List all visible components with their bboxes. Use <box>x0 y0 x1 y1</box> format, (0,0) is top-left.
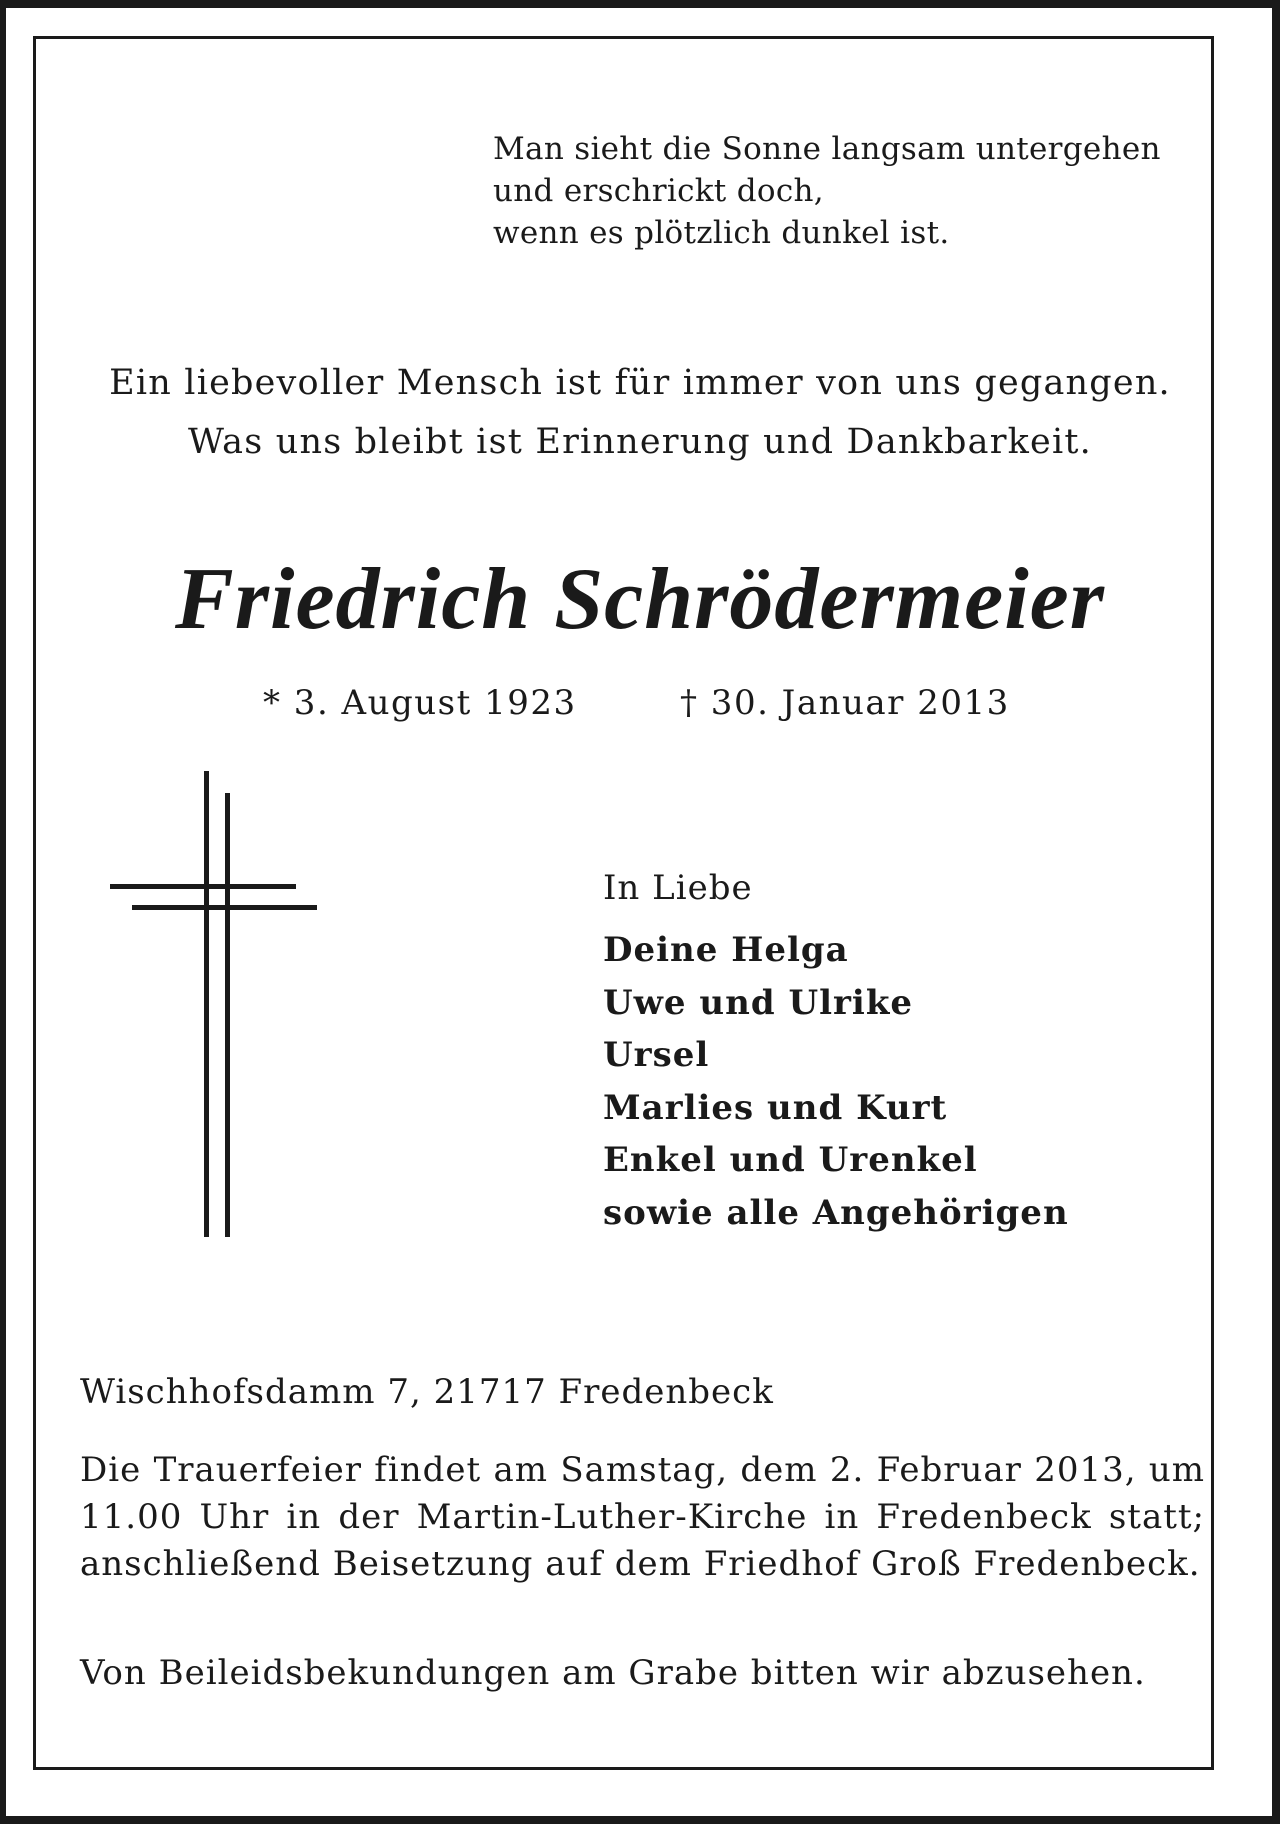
family-member: Enkel und Urenkel <box>603 1140 978 1180</box>
family-block <box>603 865 1163 1239</box>
family-member: Deine Helga <box>603 930 849 970</box>
intro-line: Was uns bleibt ist Erinnerung und Dankbarkeit. <box>188 422 1092 462</box>
family-intro: In Liebe <box>603 868 753 908</box>
family-member: Ursel <box>603 1035 710 1075</box>
birth-date: * 3. August 1923 <box>263 683 577 723</box>
poem-line: Man sieht die Sonne langsam untergehen <box>493 131 1161 167</box>
poem <box>493 128 1233 254</box>
condolence-note: Von Beileidsbekundungen am Grabe bitten wir abzusehen. <box>80 1653 1146 1693</box>
double-cross-icon <box>108 771 323 1237</box>
intro-line: Ein liebevoller Mensch ist für immer von uns gegangen. <box>109 363 1171 403</box>
cross-vertical-bar <box>225 793 230 1237</box>
death-date: † 30. Januar 2013 <box>680 683 1010 723</box>
family-member: Marlies und Kurt <box>603 1087 948 1128</box>
ceremony-notice: Die Trauerfeier findet am Samstag, dem 2. Februar 2013, um 11.00 Uhr in der Martin-Luther-Kirche in Fredenbeck statt; anschließend Beisetzung auf dem Friedhof Groß Fredenbeck. <box>80 1450 1205 1584</box>
family-member: sowie alle Angehörigen <box>603 1192 1069 1233</box>
poem-line: und erschrickt doch, <box>493 173 824 209</box>
cross-vertical-bar <box>204 771 209 1237</box>
cross-horizontal-bar <box>110 884 296 889</box>
address: Wischhofsdamm 7, 21717 Fredenbeck <box>80 1372 774 1412</box>
cross-horizontal-bar <box>132 905 317 910</box>
intro-text <box>0 354 1280 472</box>
deceased-name: Friedrich Schrödermeier <box>175 551 1105 648</box>
family-member: Uwe und Ulrike <box>603 982 914 1023</box>
poem-line: wenn es plötzlich dunkel ist. <box>493 215 950 251</box>
